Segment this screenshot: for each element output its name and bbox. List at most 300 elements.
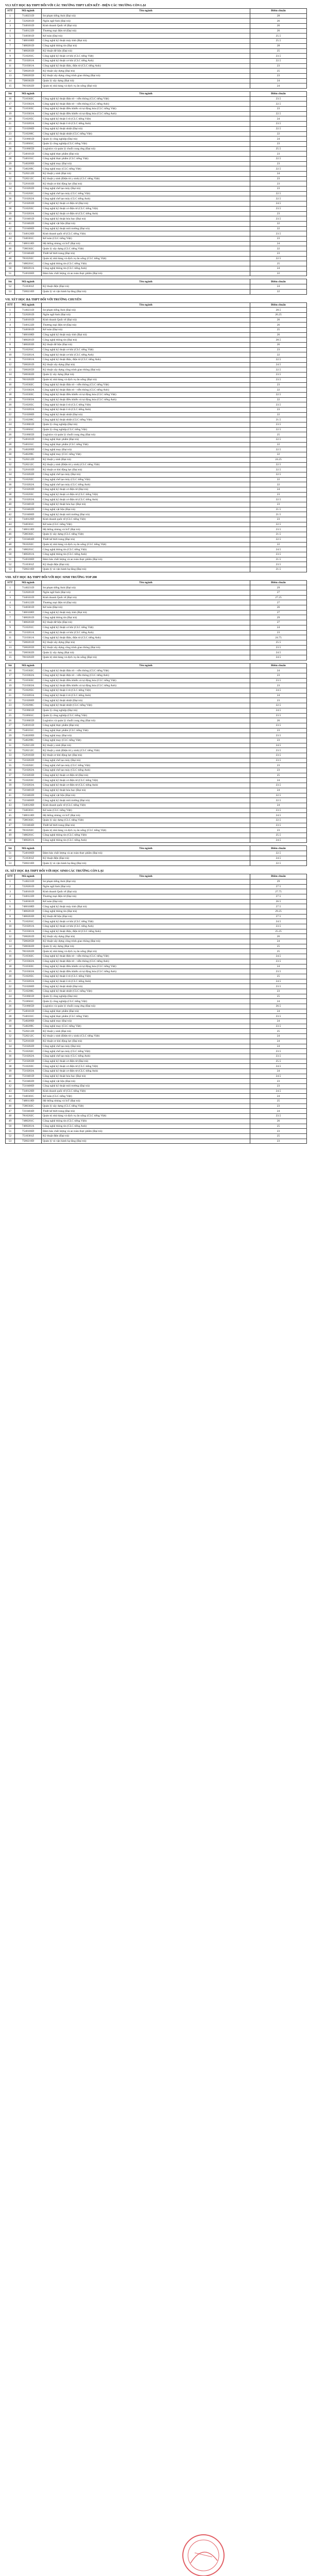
row-stt: 38 [6,206,15,211]
row-major-code: 7510303C [15,964,42,969]
column-header: STT [6,874,15,879]
row-major-code: 7540101D [15,723,42,728]
row-major-code: 7220201D [15,884,42,889]
row-major-name: Công nghệ thông tin (Đại trà) [42,615,250,620]
table-row [6,1019,307,1024]
row-cutoff-score: 25 [250,773,307,778]
row-major-code: 7510205A [15,979,42,984]
row-major-code: 7510601D [15,137,42,142]
table-section [5,3,306,91]
row-major-name: Kế toán (Đại trà) [42,899,250,904]
row-major-name: Công nghệ kỹ thuật điện tử - viễn thông (CLC tiếng Anh) [42,387,250,393]
table-row [6,688,307,693]
row-major-name: Công nghệ kỹ thuật cơ điện tử (CLC tiếng Việt) [42,492,250,497]
table-row [6,959,307,964]
row-major-code: 7580201D [15,934,42,939]
table-row [6,889,307,894]
row-cutoff-score: 22.5 [250,437,307,443]
table-row [6,984,307,989]
row-stt: 32 [6,748,15,753]
row-major-name: Ngôn ngữ Anh (Đại trà) [42,312,250,317]
row-major-code: 7210404D [15,823,42,828]
table-row [6,630,307,635]
row-major-name: Công nghệ thực phẩm (Đại trà) [42,151,250,157]
row-major-name: Quản lý công nghiệp (CLC tiếng Việt) [42,999,250,1004]
row-major-name: Công nghệ kỹ thuật cơ khí (CLC tiếng Việt) [42,919,250,924]
row-major-code: 7510301A [15,635,42,640]
row-major-name: Quản lý xây dựng (Đại trà) [42,78,250,83]
table-row [6,141,307,146]
row-major-name: Kỹ thuật y sinh (Đại trà) [42,1029,250,1034]
row-major-name: Công nghệ thông tin (CLC tiếng Anh) [42,838,250,843]
score-table [5,279,307,294]
row-major-code: 7510201A [15,58,42,63]
table-row [6,567,307,572]
row-stt: 16 [6,668,15,673]
row-major-name: Quản lý xây dựng (Đại trà) [42,650,250,655]
table-row [6,352,307,358]
table-row [6,69,307,74]
row-cutoff-score: 24 [250,137,307,142]
row-stt: 25 [6,713,15,718]
row-major-code: 7340101D [15,317,42,323]
table-row [6,763,307,768]
row-stt: 43 [6,1089,15,1094]
row-major-code: 7510202A [15,1054,42,1059]
row-cutoff-score: 24.5 [250,655,307,660]
row-cutoff-score: 29.25 [250,909,307,914]
row-major-name: Ngôn ngữ Anh (Đại trà) [42,884,250,889]
row-stt: 31 [6,743,15,748]
row-stt: 9 [6,54,15,59]
table-row [6,122,307,127]
row-cutoff-score: 23 [250,151,307,157]
table-row [6,39,307,44]
row-major-code: 7810202D [15,83,42,89]
row-stt: 34 [6,472,15,477]
row-major-code: 7510203C [15,1064,42,1069]
row-major-name: Kỹ thuật cơ khí động lực (Đại trà) [42,753,250,758]
row-stt: 1 [6,585,15,590]
row-stt: 27 [6,1009,15,1014]
table-row [6,196,307,201]
row-cutoff-score: 21.5 [250,567,307,572]
row-major-name: Công nghệ kỹ thuật điện tử - viễn thông (CLC tiếng Anh) [42,673,250,679]
table-row [6,422,307,428]
row-major-code: 7520103D [15,1039,42,1044]
table-row [6,1059,307,1064]
row-major-code: 7510205C [15,974,42,979]
row-stt: 52 [6,562,15,567]
table-row [6,347,307,352]
row-stt: 40 [6,1074,15,1079]
row-major-code: 7510302A [15,673,42,679]
table-row [6,412,307,417]
row-major-name: Công nghệ kỹ thuật môi trường (Đại trà) [42,1084,250,1089]
row-major-name: Công nghệ kỹ thuật điều khiển và tự động hóa (CLC tiếng Anh) [42,111,250,116]
row-stt: 22 [6,698,15,703]
row-stt: 6 [6,39,15,44]
row-major-name: Công nghệ kỹ thuật cơ khí (CLC tiếng Anh) [42,58,250,63]
row-cutoff-score: 22.5 [250,126,307,131]
row-cutoff-score: 24.5 [250,838,307,843]
table-header-row [6,279,307,284]
row-major-code: 7510201C [15,347,42,352]
row-major-name: Công nghệ chế tạo máy (Đại trà) [42,758,250,763]
row-major-name: Công nghệ kỹ thuật cơ điện tử (CLC tiếng Việt) [42,778,250,783]
row-stt: 30 [6,1024,15,1029]
row-stt: 3 [6,24,15,29]
row-stt: 15 [6,83,15,89]
row-cutoff-score: 22 [250,352,307,358]
row-stt: 6 [6,610,15,615]
table-row [6,308,307,313]
row-stt: 8 [6,343,15,348]
column-header: STT [6,302,15,308]
row-cutoff-score: 26 [250,1118,307,1124]
row-cutoff-score: 29 [250,879,307,884]
row-major-name: Công nghệ kỹ thuật cơ điện tử (CLC tiếng Anh) [42,497,250,502]
table-row [6,28,307,33]
table-row [6,19,307,24]
row-cutoff-score: 22.5 [250,522,307,527]
row-cutoff-score: 22 [250,271,307,276]
row-major-name: Logistics và quản lý chuỗi cung ứng (Đại trà) [42,432,250,437]
row-stt: 41 [6,793,15,798]
row-major-name: Công nghệ kỹ thuật cơ khí (CLC tiếng Việt) [42,54,250,59]
row-stt: 13 [6,645,15,650]
row-major-name: Hệ thống nhúng và IoT (Đại trà) [42,813,250,818]
row-major-name: Hệ thống nhúng và IoT (Đại trà) [42,241,250,246]
table-row [6,562,307,567]
row-stt: 28 [6,1014,15,1019]
row-major-name: Quản trị nhà hàng và dịch vụ ăn uống (Đại trà) [42,655,250,660]
row-major-code: 7510202D [15,758,42,763]
row-major-code: 7340301D [15,899,42,904]
row-major-code: 7510302C [15,96,42,101]
row-cutoff-score: 26.25 [250,312,307,317]
row-cutoff-score: 26 [250,28,307,33]
row-major-code: 7510205C [15,688,42,693]
row-major-code: 7340101D [15,595,42,600]
row-major-code: 7510302A [15,387,42,393]
table-row [6,919,307,924]
row-major-code: 7540209C [15,166,42,172]
row-cutoff-score: 23.5 [250,372,307,378]
row-stt: 35 [6,763,15,768]
row-major-name: Kế toán (CLC tiếng Việt) [42,808,250,813]
column-header: Điểm chuẩn [250,874,307,879]
row-cutoff-score: 23 [250,161,307,166]
row-stt: 42 [6,226,15,231]
row-cutoff-score: 23 [250,1104,307,1109]
row-major-name: Kỹ thuật cơ khí động lực (Đại trà) [42,1039,250,1044]
row-cutoff-score: 24 [250,172,307,177]
row-major-code: 7510301Z [15,856,42,861]
row-stt: 49 [6,261,15,266]
row-stt: 24 [6,422,15,428]
row-cutoff-score: 23.5 [250,808,307,813]
row-cutoff-score: 23.5 [250,206,307,211]
row-stt: 1 [6,13,15,19]
row-cutoff-score: 24.5 [250,954,307,959]
row-stt: 19 [6,969,15,974]
row-stt: 53 [6,289,15,294]
row-stt: 13 [6,367,15,372]
row-major-name: Quản lý xây dựng (CLC tiếng Việt) [42,246,250,251]
row-stt: 44 [6,808,15,813]
row-major-name: Kinh doanh quốc tế (CLC tiếng Việt) [42,517,250,522]
row-cutoff-score: 22.5 [250,472,307,477]
row-major-code: 7340122D [15,28,42,33]
row-stt: 9 [6,347,15,352]
row-cutoff-score: 22 [250,442,307,447]
table-row [6,693,307,698]
row-stt: 34 [6,1044,15,1049]
table-row [6,517,307,522]
table-row [6,367,307,372]
row-stt: 28 [6,728,15,733]
table-row [6,387,307,393]
row-major-code: 7580302C [15,532,42,537]
row-stt: 31 [6,457,15,462]
row-major-code: 7510206C [15,989,42,994]
row-major-name: Công nghệ kỹ thuật môi trường (Đại trà) [42,798,250,803]
row-major-code: 7510206C [15,703,42,708]
column-header: Tên ngành [42,279,250,284]
row-major-code: 7480201C [15,547,42,552]
row-major-name: Công nghệ kỹ thuật điều khiển và tự động hóa (CLC tiếng Anh) [42,683,250,688]
row-major-code: 7480201A [15,838,42,843]
table-row [6,24,307,29]
table-header-row [6,302,307,308]
row-major-name: Công nghệ kỹ thuật môi trường (Đại trà) [42,226,250,231]
row-major-name: Công nghệ kỹ thuật hóa học (Đại trà) [42,216,250,222]
row-cutoff-score: 25.5 [250,640,307,645]
column-header: Điểm chuẩn [250,846,307,851]
row-major-name: Kỹ thuật xây dựng (Đại trà) [42,69,250,74]
row-cutoff-score: 24 [250,1044,307,1049]
table-row [6,226,307,231]
row-major-code: 7480203D [15,343,42,348]
row-cutoff-score: 25 [250,1133,307,1139]
row-stt: 22 [6,126,15,131]
row-stt: 20 [6,116,15,122]
table-row [6,944,307,949]
row-cutoff-score: 21.5 [250,557,307,562]
row-cutoff-score: 23 [250,176,307,181]
table-header-row [6,846,307,851]
table-row [6,437,307,443]
row-major-name: Công nghệ kỹ thuật điện, điện tử (CLC tiếng Anh) [42,635,250,640]
table-row [6,482,307,487]
row-major-code: 7510302C [15,382,42,387]
row-cutoff-score: 25.5 [250,33,307,39]
row-stt: 12 [6,640,15,645]
score-table [5,580,307,660]
row-cutoff-score: 25.5 [250,833,307,838]
row-stt: 36 [6,1054,15,1059]
table-section [5,663,306,846]
row-major-name: Công nghệ thông tin (CLC tiếng Anh) [42,266,250,272]
column-header: Tên ngành [42,846,250,851]
row-major-name: Quản trị nhà hàng và dịch vụ ăn uống (CLC tiếng Việt) [42,542,250,547]
row-stt: 29 [6,161,15,166]
row-stt: 23 [6,989,15,994]
table-row [6,507,307,512]
table-row [6,605,307,611]
row-stt: 19 [6,111,15,116]
table-row [6,894,307,899]
row-major-code: 7480201A [15,552,42,557]
row-major-code: 7510203C [15,492,42,497]
table-row [6,271,307,276]
row-cutoff-score: 22 [250,221,307,226]
row-major-name: Kinh doanh quốc tế (CLC tiếng Việt) [42,1089,250,1094]
row-major-code: 7510303A [15,683,42,688]
row-major-code: 7510406D [15,798,42,803]
row-major-code: 7540106D [15,271,42,276]
row-cutoff-score: 28 [250,13,307,19]
row-stt: 34 [6,758,15,763]
row-major-name: Quản lý xây dựng (Đại trà) [42,944,250,949]
row-major-name: Công nghệ kỹ thuật hóa học (Đại trà) [42,502,250,507]
column-header: Mã ngành [15,279,42,284]
table-row [6,467,307,472]
table-row [6,358,307,363]
table-row [6,63,307,69]
row-major-name: Kế toán (Đại trà) [42,327,250,332]
row-stt: 35 [6,477,15,482]
row-major-code: 7140231D [15,13,42,19]
row-major-name: Công nghệ kỹ thuật nhiệt (CLC tiếng Việt) [42,703,250,708]
row-major-code: 7580201D [15,69,42,74]
row-stt: 6 [6,332,15,337]
row-stt: 37 [6,487,15,492]
row-stt: 26 [6,432,15,437]
row-cutoff-score: 23 [250,251,307,257]
row-stt: 7 [6,43,15,48]
row-cutoff-score: 23.5 [250,562,307,567]
row-major-name: Kỹ thuật cơ khí động lực (Đại trà) [42,467,250,472]
row-stt: 53 [6,567,15,572]
row-major-name: Quản trị nhà hàng và dịch vụ ăn uống (CLC tiếng Việt) [42,1114,250,1119]
table-row [6,733,307,738]
row-stt: 21 [6,407,15,412]
table-row [6,635,307,640]
row-major-code: 7220201D [15,312,42,317]
row-major-code: 7520212C [15,176,42,181]
table-row [6,823,307,828]
row-major-name: Kỹ thuật điện (Đại trà) [42,284,250,290]
row-stt: 41 [6,507,15,512]
row-major-name: Công nghệ may (Đại trà) [42,447,250,452]
table-row [6,236,307,241]
row-cutoff-score: 23.5 [250,1049,307,1054]
row-major-code: 7510202C [15,477,42,482]
row-major-code: 7510203A [15,211,42,216]
row-major-code: 7510401D [15,216,42,222]
row-stt: 18 [6,392,15,397]
row-cutoff-score: 23 [250,181,307,187]
row-major-code: 7510301Z [15,284,42,290]
row-stt: 36 [6,196,15,201]
row-major-name: Thiết kế thời trang (Đại trà) [42,251,250,257]
row-cutoff-score: 24 [250,964,307,969]
row-major-code: 7580205D [15,73,42,78]
table-row [6,131,307,137]
row-major-name: Kinh doanh quốc tế (CLC tiếng Việt) [42,803,250,808]
row-cutoff-score: 22 [250,477,307,482]
row-stt: 10 [6,58,15,63]
table-row [6,407,307,412]
row-major-name: Kỹ thuật xây dựng (Đại trà) [42,362,250,367]
row-stt: 27 [6,437,15,443]
row-cutoff-score: 24 [250,116,307,122]
row-cutoff-score: 23 [250,728,307,733]
row-major-name: Công nghệ may (CLC tiếng Việt) [42,738,250,743]
row-major-name: Công nghệ vật liệu (Đại trà) [42,507,250,512]
column-header: Điểm chuẩn [250,302,307,308]
row-major-name: Kỹ thuật y sinh (Điện tử y sinh) (CLC tiếng Việt) [42,748,250,753]
row-major-code: 7340120D [15,231,42,236]
row-major-code: 7580302C [15,818,42,823]
table-row [6,48,307,54]
row-stt: 32 [6,462,15,467]
row-major-code: 7480201A [15,266,42,272]
table-row [6,813,307,818]
row-major-code: 7510202D [15,472,42,477]
row-major-code: 7810202C [15,256,42,261]
row-major-name: Công nghệ chế tạo máy (CLC tiếng Anh) [42,196,250,201]
row-major-name: Kỹ thuật điện (Đại trà) [42,562,250,567]
row-major-name: Hệ thống nhúng và IoT (Đại trà) [42,1099,250,1104]
row-major-name: Công nghệ kỹ thuật nhiệt (Đại trà) [42,984,250,989]
row-cutoff-score: 22 [250,246,307,251]
row-major-code: 7510301Z [15,562,42,567]
row-major-code: 7510201A [15,630,42,635]
row-major-code: 7510402D [15,793,42,798]
row-cutoff-score: 23 [250,187,307,192]
row-cutoff-score: 22.5 [250,101,307,107]
row-cutoff-score: 23.5 [250,377,307,382]
row-major-name: Công nghệ kỹ thuật ô tô (CLC tiếng Việt) [42,974,250,979]
row-major-name: Kỹ thuật xây dựng công trình giao thông (Đại trà) [42,939,250,944]
row-stt: 16 [6,96,15,101]
table-row [6,650,307,655]
table-row [6,768,307,773]
table-row [6,166,307,172]
row-cutoff-score: 24.5 [250,919,307,924]
row-major-code: 7340122D [15,323,42,328]
row-major-name: Quản lý công nghiệp (Đại trà) [42,994,250,999]
row-cutoff-score: 24.5 [250,979,307,984]
row-major-code: 7540101C [15,1014,42,1019]
table-row [6,241,307,246]
table-row [6,713,307,718]
row-cutoff-score: 23 [250,382,307,387]
row-major-name: Kỹ thuật dữ liệu (Đại trà) [42,620,250,625]
row-cutoff-score: 29 [250,615,307,620]
row-major-name: Kế toán (Đại trà) [42,33,250,39]
row-major-code: 7540209D [15,733,42,738]
table-row [6,146,307,151]
row-major-name: Công nghệ kỹ thuật hóa học (Đại trà) [42,788,250,793]
table-section [5,297,306,575]
row-major-code: 7540101C [15,156,42,161]
row-major-name: Công nghệ kỹ thuật nhiệt (Đại trà) [42,126,250,131]
row-cutoff-score: 23.5 [250,1054,307,1059]
